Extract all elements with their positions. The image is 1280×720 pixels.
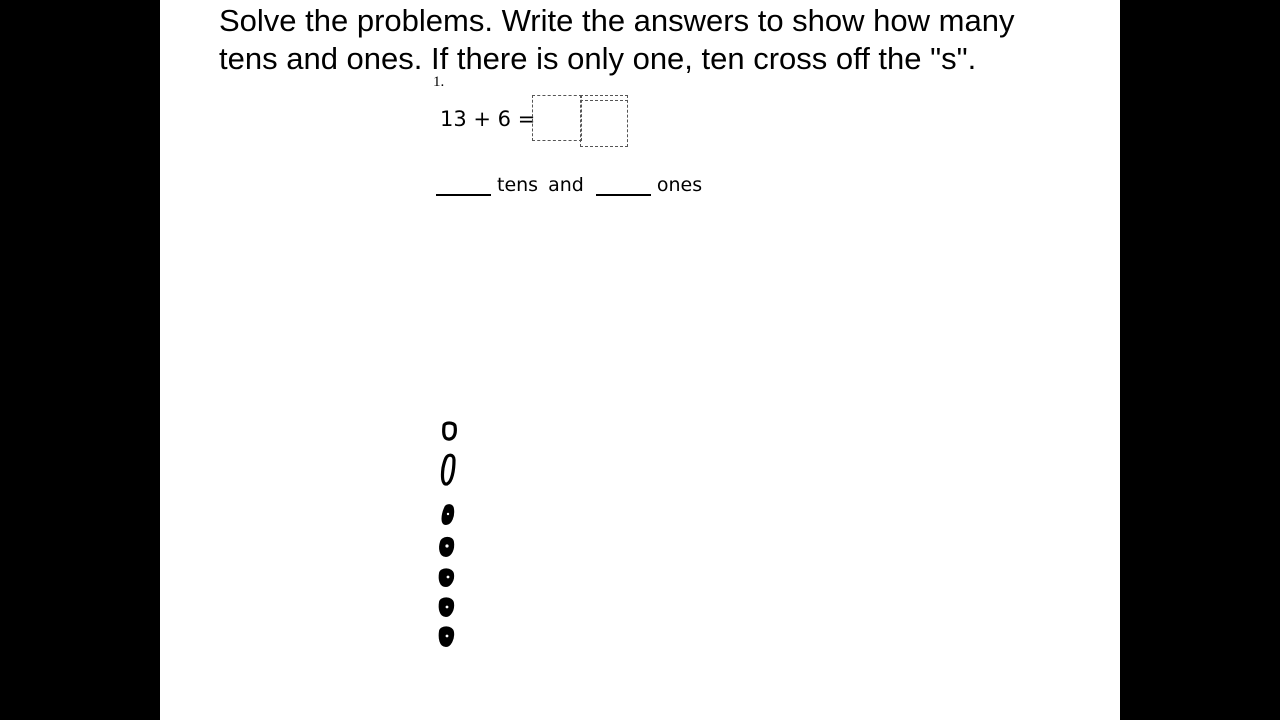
hand-drawn-marks bbox=[436, 418, 466, 658]
tens-ones-sentence bbox=[436, 172, 710, 196]
answer-box-ones[interactable] bbox=[580, 95, 628, 147]
equation-text: 13 + 6 = bbox=[440, 107, 536, 131]
answer-box-tens[interactable] bbox=[532, 95, 582, 141]
ones-blank[interactable] bbox=[596, 172, 651, 196]
tens-blank[interactable] bbox=[436, 172, 491, 196]
worksheet-page bbox=[160, 0, 1120, 720]
ones-label: ones bbox=[656, 174, 703, 196]
problem-number: 1. bbox=[433, 74, 445, 90]
instructions-line-2: tens and ones. If there is only one, ten cross off the "s". bbox=[219, 41, 977, 76]
instructions-line-1: Solve the problems. Write the answers to show how many bbox=[219, 3, 1015, 38]
and-label: and bbox=[548, 174, 584, 196]
one-mark-3 bbox=[440, 569, 453, 586]
instructions bbox=[219, 2, 1099, 78]
tens-label: tens bbox=[497, 174, 539, 196]
ten-mark-1 bbox=[444, 423, 456, 439]
answer-box-divider bbox=[580, 100, 628, 102]
ten-mark-2 bbox=[442, 455, 454, 484]
